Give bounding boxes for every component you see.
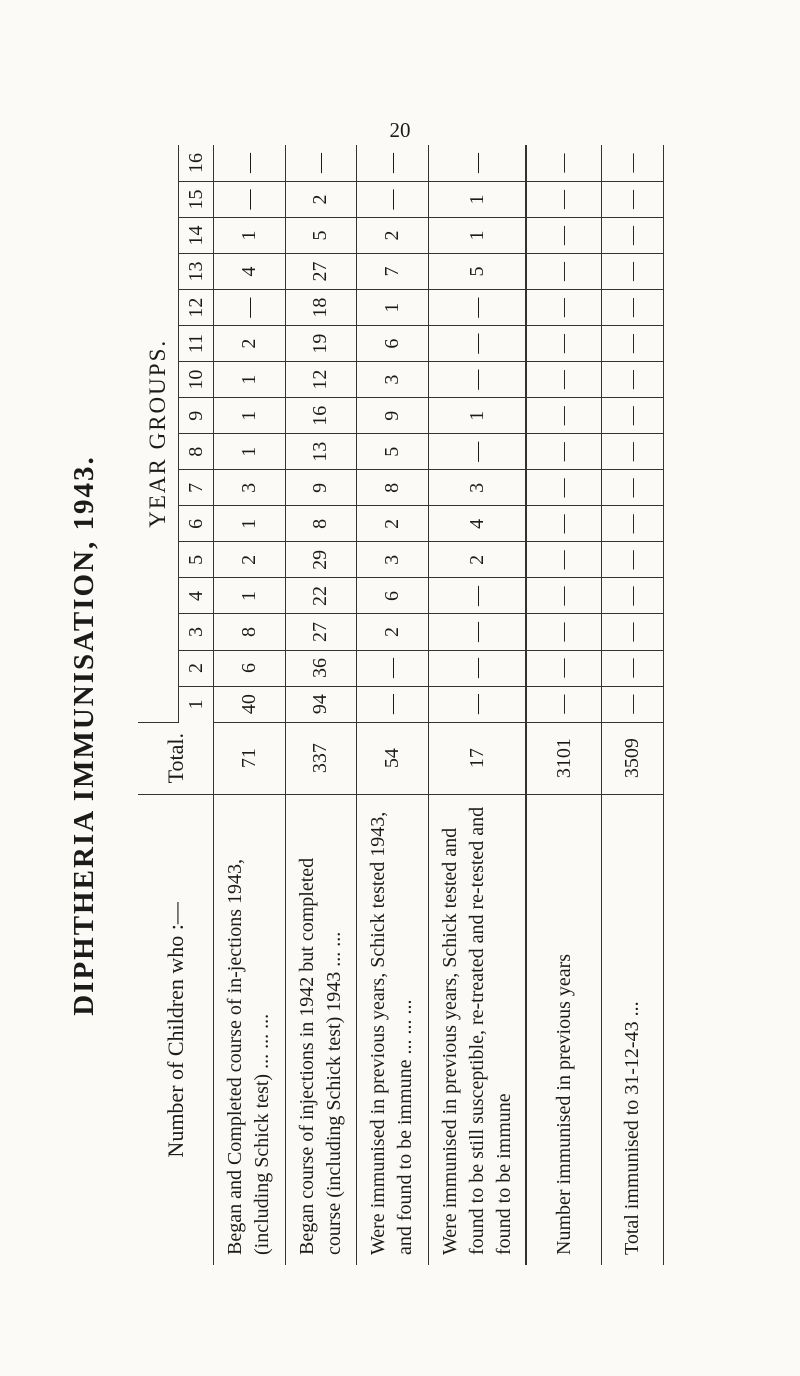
- age-value: 2: [428, 542, 526, 578]
- age-value: 1: [214, 578, 286, 614]
- age-value: —: [214, 290, 286, 326]
- table-row-previous-years: [526, 145, 601, 1265]
- age-value: —: [526, 217, 601, 253]
- age-value: 18: [285, 290, 357, 326]
- age-value: 3: [428, 470, 526, 506]
- age-value: —: [602, 650, 664, 686]
- age-value: 1: [428, 181, 526, 217]
- age-value: 3: [214, 470, 286, 506]
- age-value: —: [602, 326, 664, 362]
- age-value: —: [526, 470, 601, 506]
- total-header: Total.: [138, 722, 214, 794]
- table-row: [357, 145, 429, 1265]
- age-value: —: [428, 434, 526, 470]
- table-row: [285, 145, 357, 1265]
- age-value: —: [214, 145, 286, 181]
- age-header: 3: [179, 614, 214, 650]
- age-value: —: [285, 145, 357, 181]
- age-value: —: [428, 326, 526, 362]
- age-value: —: [428, 290, 526, 326]
- age-value: 3: [357, 542, 429, 578]
- age-value: —: [357, 181, 429, 217]
- age-header: 14: [179, 217, 214, 253]
- age-value: —: [357, 650, 429, 686]
- age-value: 94: [285, 686, 357, 722]
- age-header: 10: [179, 362, 214, 398]
- row-label: Began and Completed course of in-jections 1943, (including Schick test) ... ... ...: [214, 794, 286, 1265]
- age-value: 1: [357, 290, 429, 326]
- age-value: 2: [357, 614, 429, 650]
- age-value: 1: [214, 217, 286, 253]
- age-value: —: [526, 362, 601, 398]
- age-value: —: [526, 434, 601, 470]
- age-header: 5: [179, 542, 214, 578]
- age-value: 6: [214, 650, 286, 686]
- page-title: DIPHTHERIA IMMUNISATION, 1943.: [67, 454, 100, 1016]
- age-value: —: [602, 362, 664, 398]
- age-value: —: [428, 614, 526, 650]
- age-value: 2: [285, 181, 357, 217]
- immunisation-table: [138, 145, 664, 1265]
- age-value: 1: [214, 362, 286, 398]
- age-value: 22: [285, 578, 357, 614]
- immunisation-table-container: [138, 145, 664, 1265]
- age-value: —: [526, 506, 601, 542]
- age-value: —: [526, 290, 601, 326]
- age-value: —: [602, 254, 664, 290]
- age-value: 1: [214, 506, 286, 542]
- age-value: —: [602, 290, 664, 326]
- age-value: —: [526, 542, 601, 578]
- age-value: —: [602, 434, 664, 470]
- age-value: —: [526, 181, 601, 217]
- age-value: 2: [214, 542, 286, 578]
- age-value: 16: [285, 398, 357, 434]
- age-value: —: [526, 650, 601, 686]
- age-value: —: [526, 614, 601, 650]
- age-value: 9: [285, 470, 357, 506]
- age-value: —: [526, 326, 601, 362]
- age-value: —: [526, 254, 601, 290]
- row-total: 337: [285, 722, 357, 794]
- age-value: 9: [357, 398, 429, 434]
- age-value: —: [602, 578, 664, 614]
- age-header: 1: [179, 686, 214, 722]
- age-value: 12: [285, 362, 357, 398]
- row-total: 3509: [602, 722, 664, 794]
- row-label: Number immunised in previous years: [526, 794, 601, 1265]
- age-value: —: [428, 686, 526, 722]
- row-header: Number of Children who :—: [138, 794, 214, 1265]
- age-value: 36: [285, 650, 357, 686]
- age-value: 4: [428, 506, 526, 542]
- age-value: 4: [214, 254, 286, 290]
- age-value: —: [357, 686, 429, 722]
- page-number: 20: [389, 118, 411, 142]
- age-value: 8: [285, 506, 357, 542]
- row-total: 54: [357, 722, 429, 794]
- age-value: 7: [357, 254, 429, 290]
- row-label: Were immunised in previous years, Schick tested and found to be still susceptible, re-treated and re-tested and found to be immune: [428, 794, 526, 1265]
- age-value: 5: [285, 217, 357, 253]
- age-value: —: [602, 398, 664, 434]
- age-header: 4: [179, 578, 214, 614]
- age-value: —: [357, 145, 429, 181]
- age-value: 27: [285, 254, 357, 290]
- age-value: —: [602, 181, 664, 217]
- age-header: 2: [179, 650, 214, 686]
- age-value: 40: [214, 686, 286, 722]
- age-value: —: [602, 470, 664, 506]
- age-value: —: [526, 686, 601, 722]
- age-value: —: [526, 145, 601, 181]
- age-header: 6: [179, 506, 214, 542]
- age-value: 19: [285, 326, 357, 362]
- age-header: 13: [179, 254, 214, 290]
- age-value: 1: [428, 398, 526, 434]
- age-value: 1: [428, 217, 526, 253]
- age-value: 2: [357, 506, 429, 542]
- age-value: —: [428, 578, 526, 614]
- age-value: —: [602, 686, 664, 722]
- age-value: 8: [214, 614, 286, 650]
- age-value: 2: [357, 217, 429, 253]
- age-header: 15: [179, 181, 214, 217]
- age-value: 29: [285, 542, 357, 578]
- age-value: —: [214, 181, 286, 217]
- age-header: 16: [179, 145, 214, 181]
- age-value: —: [428, 145, 526, 181]
- age-value: 3: [357, 362, 429, 398]
- age-value: —: [428, 362, 526, 398]
- age-header: 12: [179, 290, 214, 326]
- age-value: 1: [214, 434, 286, 470]
- age-value: —: [526, 578, 601, 614]
- age-value: 2: [214, 326, 286, 362]
- row-label: Were immunised in previous years, Schick tested 1943, and found to be immune ... ... ...: [357, 794, 429, 1265]
- row-label: Began course of injections in 1942 but completed course (including Schick test) 1943 ... ...: [285, 794, 357, 1265]
- age-header: 8: [179, 434, 214, 470]
- year-groups-header: YEAR GROUPS.: [138, 145, 179, 722]
- age-value: 8: [357, 470, 429, 506]
- table-row: [214, 145, 286, 1265]
- table-row: [428, 145, 526, 1265]
- age-value: —: [602, 145, 664, 181]
- table-header-row: [138, 145, 179, 1265]
- age-value: 1: [214, 398, 286, 434]
- age-value: —: [526, 398, 601, 434]
- age-value: 5: [428, 254, 526, 290]
- age-header: 11: [179, 326, 214, 362]
- row-total: 3101: [526, 722, 601, 794]
- age-value: —: [428, 650, 526, 686]
- age-header: 7: [179, 470, 214, 506]
- age-value: 13: [285, 434, 357, 470]
- row-total: 17: [428, 722, 526, 794]
- age-value: 27: [285, 614, 357, 650]
- row-label: Total immunised to 31-12-43 ...: [602, 794, 664, 1265]
- age-value: 6: [357, 578, 429, 614]
- age-value: 5: [357, 434, 429, 470]
- page-title-container: [56, 200, 112, 1270]
- table-row-grand-total: [602, 145, 664, 1265]
- age-value: —: [602, 217, 664, 253]
- age-value: —: [602, 542, 664, 578]
- age-value: 6: [357, 326, 429, 362]
- row-total: 71: [214, 722, 286, 794]
- age-value: —: [602, 614, 664, 650]
- age-value: —: [602, 506, 664, 542]
- age-header: 9: [179, 398, 214, 434]
